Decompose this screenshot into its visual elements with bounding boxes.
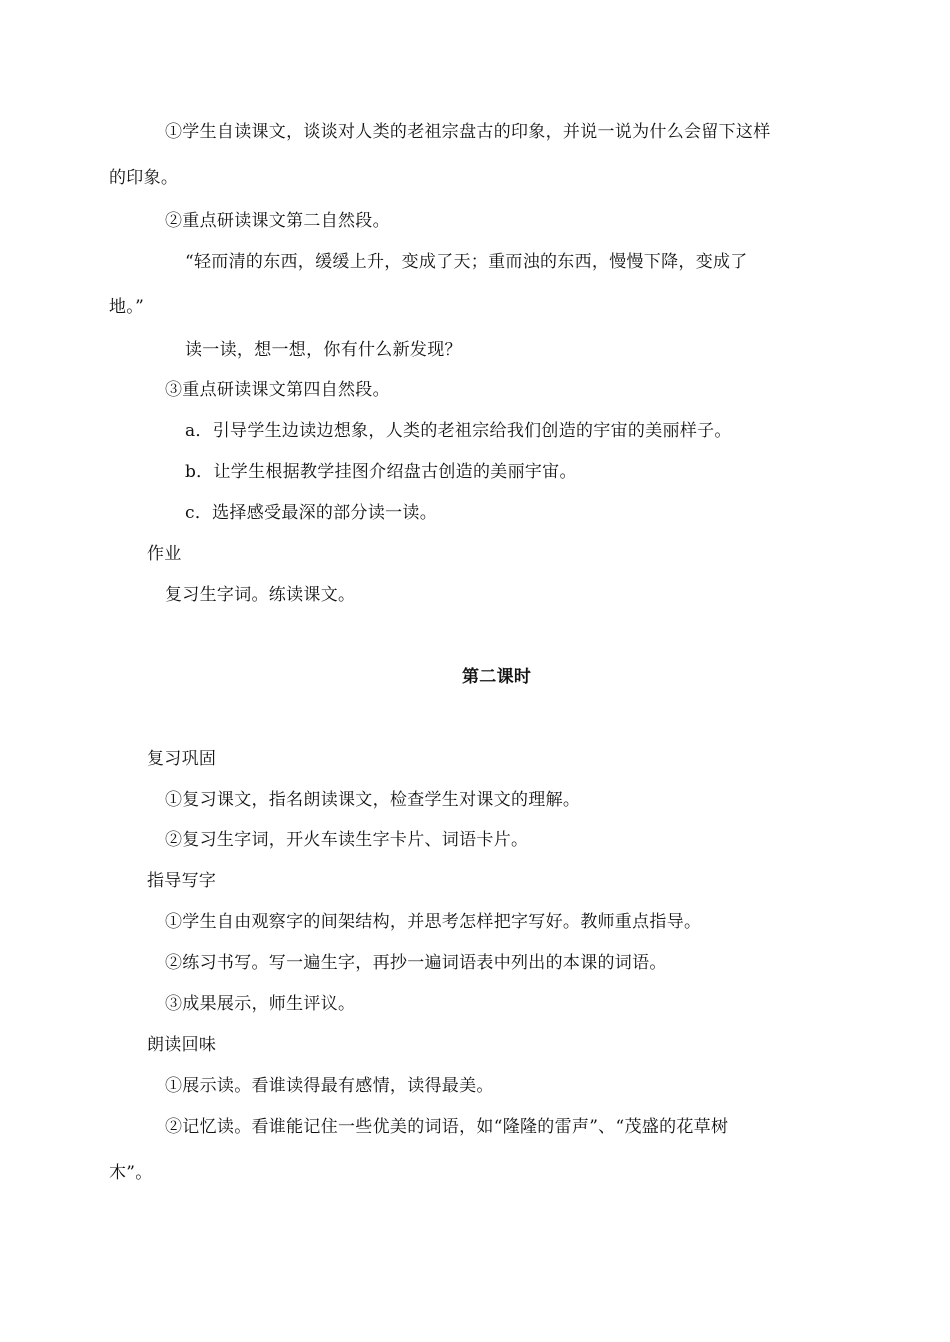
- writing-item-1: ①学生自由观察字的间架结构，并思考怎样把字写好。教师重点指导。: [165, 912, 702, 932]
- sub-item-c: c．选择感受最深的部分读一读。: [185, 503, 438, 523]
- writing-item-3: ③成果展示，师生评议。: [165, 994, 356, 1014]
- reading-title: 朗读回味: [147, 1035, 217, 1055]
- quote-line2: 地。”: [109, 297, 145, 317]
- writing-title: 指导写字: [147, 871, 217, 891]
- sub-item-a: a．引导学生边读边想象，人类的老祖宗给我们创造的宇宙的美丽样子。: [185, 421, 732, 441]
- paragraph-item3: ③重点研读课文第四自然段。: [165, 380, 390, 400]
- paragraph-item1-line1: ①学生自读课文，谈谈对人类的老祖宗盘古的印象，并说一说为什么会留下这样: [165, 122, 771, 142]
- paragraph-item1-line2: 的印象。: [109, 168, 179, 188]
- reading-item-2-line1: ②记忆读。看谁能记住一些优美的词语，如“隆隆的雷声”、“茂盛的花草树: [165, 1117, 729, 1137]
- reading-item-1: ①展示读。看谁读得最有感情，读得最美。: [165, 1076, 494, 1096]
- prompt-text: 读一读，想一想，你有什么新发现？: [185, 340, 462, 360]
- review-item-2: ②复习生字词，开火车读生字卡片、词语卡片。: [165, 830, 529, 850]
- lesson2-title: 第二课时: [462, 667, 532, 687]
- quote-line1: “轻而清的东西，缓缓上升，变成了天；重而浊的东西，慢慢下降，变成了: [185, 252, 748, 272]
- homework-title: 作业: [147, 544, 182, 564]
- reading-item-2-line2: 木”。: [109, 1163, 153, 1183]
- review-title: 复习巩固: [147, 749, 217, 769]
- paragraph-item2: ②重点研读课文第二自然段。: [165, 211, 390, 231]
- sub-item-b: b．让学生根据教学挂图介绍盘古创造的美丽宇宙。: [185, 462, 577, 482]
- homework-text: 复习生字词。练读课文。: [165, 585, 356, 605]
- review-item-1: ①复习课文，指名朗读课文，检查学生对课文的理解。: [165, 790, 581, 810]
- writing-item-2: ②练习书写。写一遍生字，再抄一遍词语表中列出的本课的词语。: [165, 953, 667, 973]
